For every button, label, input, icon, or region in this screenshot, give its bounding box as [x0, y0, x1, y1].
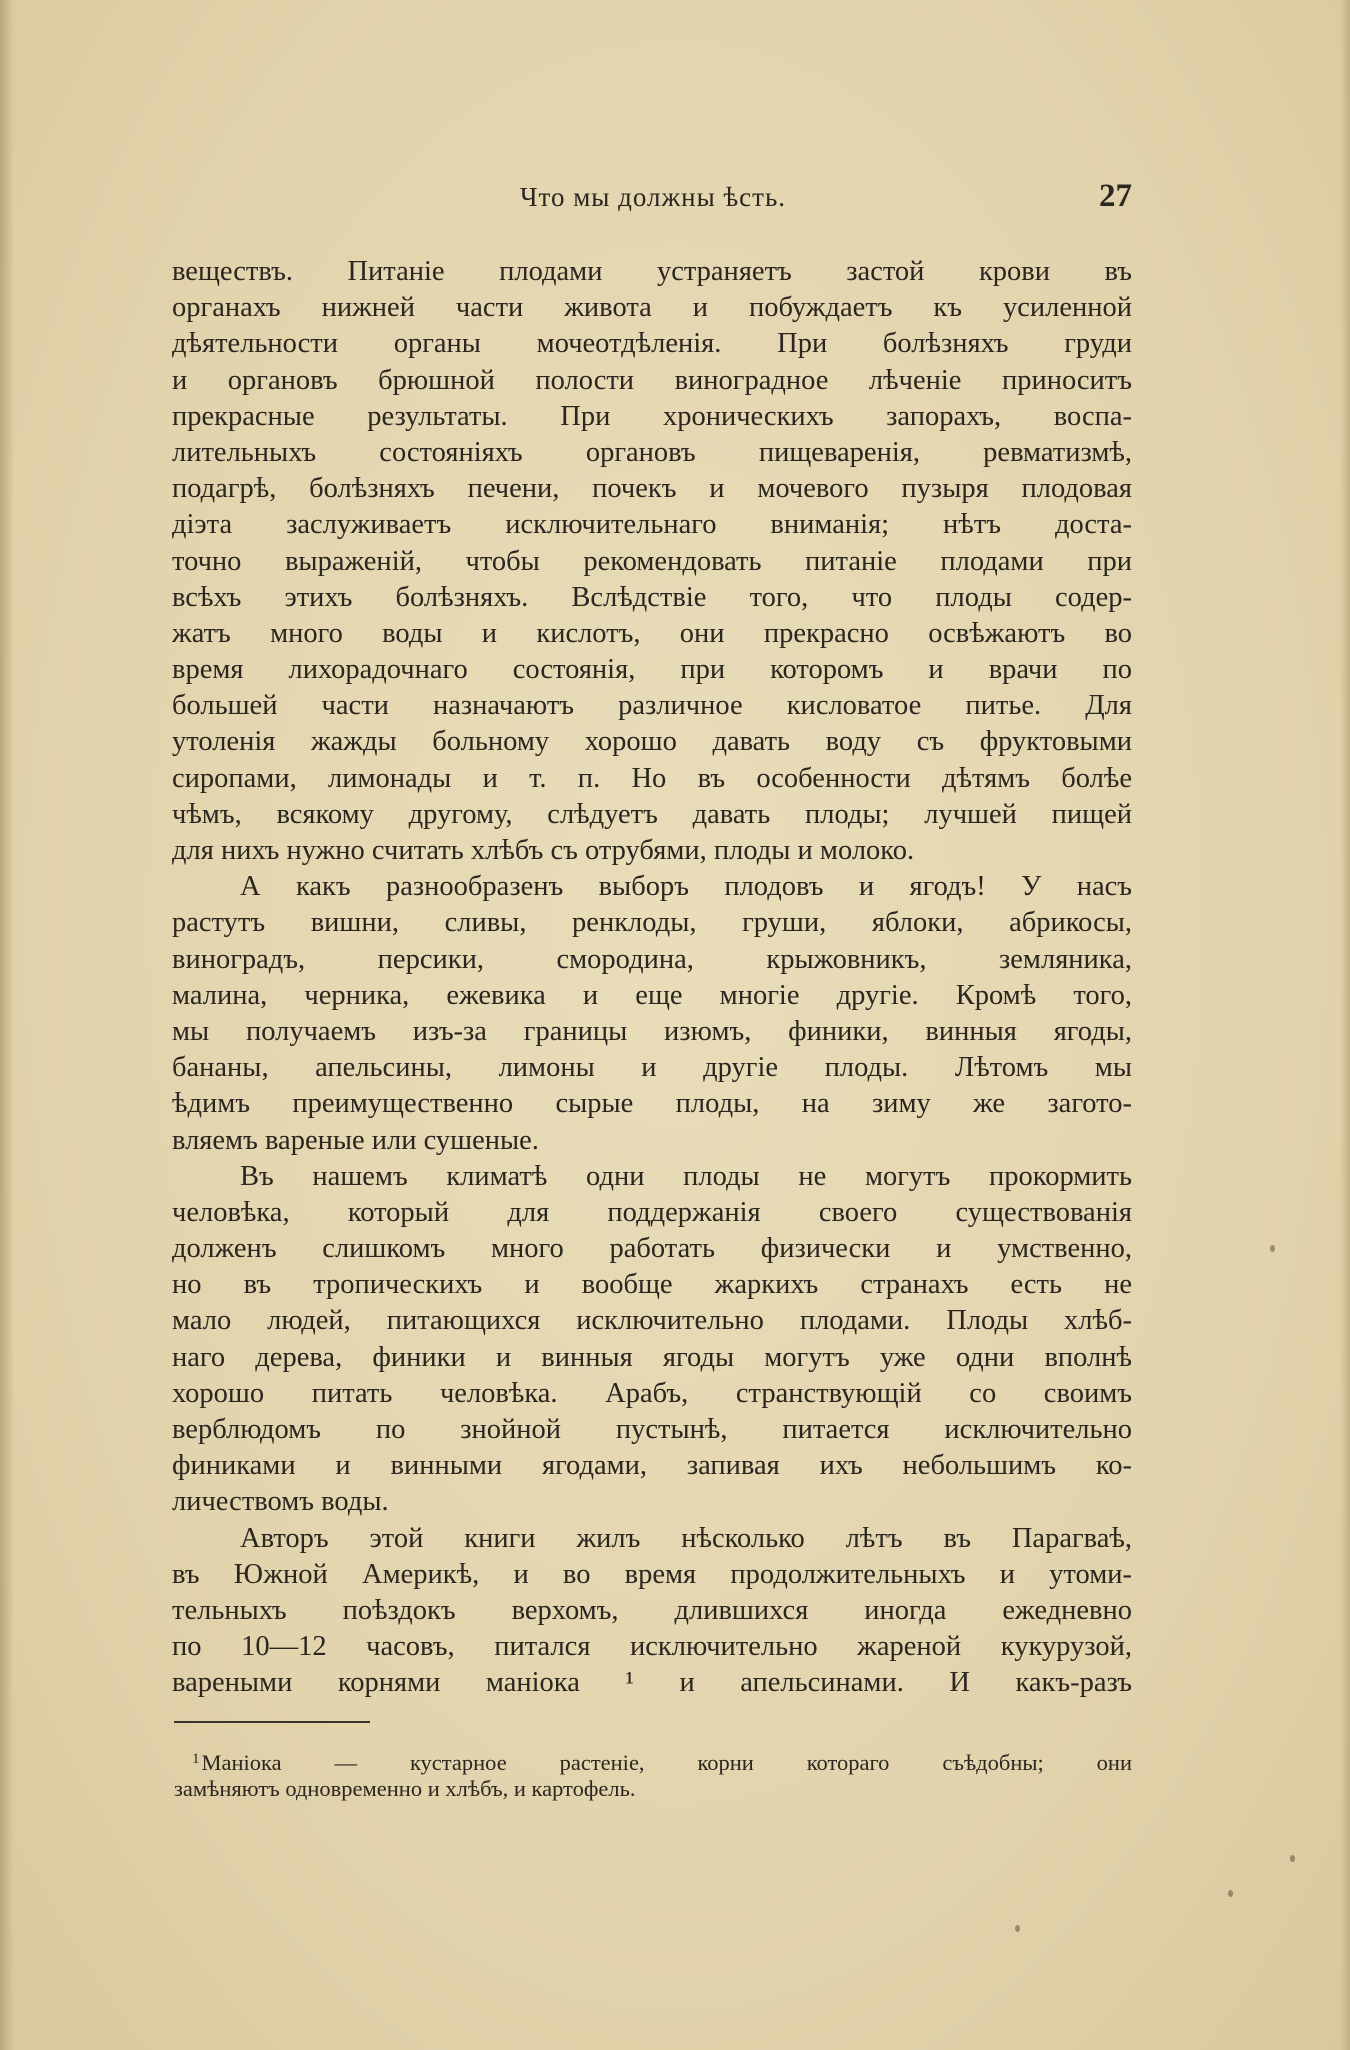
- text-line: но въ тропическихъ и вообще жаркихъ странахъ есть не: [172, 1269, 1132, 1301]
- text-line: всѣхъ этихъ болѣзняхъ. Вслѣдствіе того, что плоды содер-: [172, 581, 1132, 613]
- text-line: лительныхъ состояніяхъ органовъ пищеваренія, ревматизмѣ,: [172, 436, 1132, 468]
- page-number: 27: [1099, 178, 1132, 214]
- text-line: тельныхъ поѣздокъ верхомъ, длившихся иногда ежедневно: [172, 1594, 1132, 1626]
- text-line: бананы, апельсины, лимоны и другіе плоды. Лѣтомъ мы: [172, 1052, 1132, 1084]
- footnote-line: замѣняютъ одновременно и хлѣбъ, и картофель.: [174, 1776, 636, 1801]
- body-text: [172, 254, 1132, 1702]
- paper-speck: [1015, 1925, 1020, 1932]
- text-line: утоленія жажды больному хорошо давать воду съ фруктовыми: [172, 726, 1132, 758]
- text-line: человѣка, который для поддержанія своего существованія: [172, 1196, 1132, 1228]
- text-line: чѣмъ, всякому другому, слѣдуетъ давать плоды; лучшей пищей: [172, 798, 1132, 830]
- page-edge-shadow-right: [1340, 0, 1350, 2050]
- text-line: діэта заслуживаетъ исключительнаго вниманія; нѣтъ доста-: [172, 509, 1132, 541]
- paragraph-start-line: Авторъ этой книги жилъ нѣсколько лѣтъ въ Парагваѣ,: [240, 1522, 1132, 1554]
- footnote-mark: 1: [192, 1751, 200, 1767]
- text-line: сиропами, лимонады и т. п. Но въ особенности дѣтямъ болѣе: [172, 762, 1132, 794]
- text-line: веществъ. Питаніе плодами устраняетъ застой крови въ: [172, 256, 1132, 287]
- text-line: хорошо питать человѣка. Арабъ, странствующій со своимъ: [172, 1377, 1132, 1409]
- text-line: наго дерева, финики и винныя ягоды могутъ уже одни вполнѣ: [172, 1341, 1132, 1373]
- text-line: жатъ много воды и кислотъ, они прекрасно освѣжаютъ во: [172, 617, 1132, 649]
- text-line: вареными корнями маніока ¹ и апельсинами. И какъ-разъ: [172, 1667, 1132, 1699]
- text-line: органахъ нижней части живота и побуждаетъ къ усиленной: [172, 292, 1132, 324]
- text-line: финиками и винными ягодами, запивая ихъ небольшимъ ко-: [172, 1450, 1132, 1482]
- footnote-line: [174, 1744, 1132, 1774]
- text-line: по 10—12 часовъ, питался исключительно жареной кукурузой,: [172, 1631, 1132, 1663]
- paragraph-start-line: Въ нашемъ климатѣ одни плоды не могутъ прокормить: [240, 1160, 1132, 1192]
- text-line: въ Южной Америкѣ, и во время продолжительныхъ и утоми-: [172, 1558, 1132, 1590]
- paper-speck: [1270, 1245, 1275, 1252]
- text-line: растутъ вишни, сливы, ренклоды, груши, яблоки, абрикосы,: [172, 907, 1132, 939]
- paper-speck: [1290, 1855, 1295, 1862]
- text-line: долженъ слишкомъ много работать физически и умственно,: [172, 1233, 1132, 1265]
- text-line: большей части назначаютъ различное кисловатое питье. Для: [172, 690, 1132, 722]
- running-title: Что мы должны ѣсть.: [519, 182, 787, 212]
- text-line: личествомъ воды.: [172, 1486, 389, 1518]
- text-line: мы получаемъ изъ-за границы изюмъ, финики, винныя ягоды,: [172, 1015, 1132, 1047]
- text-line: подагрѣ, болѣзняхъ печени, почекъ и мочевого пузыря плодовая: [172, 473, 1132, 505]
- text-line: мало людей, питающихся исключительно плодами. Плоды хлѣб-: [172, 1305, 1132, 1337]
- paper-speck: [1228, 1890, 1233, 1897]
- text-line: для нихъ нужно считать хлѣбъ съ отрубями, плоды и молоко.: [172, 835, 915, 866]
- footnote-text: Маніока — кустарное растеніе, корни котораго съѣдобны; они: [201, 1750, 1132, 1775]
- page-edge-shadow-left: [0, 0, 14, 2050]
- text-line: вляемъ вареные или сушеные.: [172, 1124, 539, 1156]
- text-line: малина, черника, ежевика и еще многіе другіе. Кромѣ того,: [172, 979, 1132, 1011]
- text-line: виноградъ, персики, смородина, крыжовникъ, земляника,: [172, 943, 1132, 975]
- text-line: точно выраженій, чтобы рекомендовать питаніе плодами при: [172, 545, 1132, 577]
- footnote: [174, 1744, 1132, 1804]
- text-line: прекрасные результаты. При хроническихъ запорахъ, воспа-: [172, 400, 1132, 432]
- text-line: дѣятельности органы мочеотдѣленія. При болѣзняхъ груди: [172, 328, 1132, 360]
- text-line: время лихорадочнаго состоянія, при которомъ и врачи по: [172, 654, 1132, 686]
- text-line: и органовъ брюшной полости виноградное лѣченіе приноситъ: [172, 364, 1132, 396]
- paragraph-start-line: А какъ разнообразенъ выборъ плодовъ и ягодъ! У насъ: [240, 871, 1132, 903]
- running-header: [174, 178, 1132, 218]
- text-line: ѣдимъ преимущественно сырые плоды, на зиму же загото-: [172, 1088, 1132, 1120]
- footnote-divider: [174, 1721, 370, 1723]
- text-line: верблюдомъ по знойной пустынѣ, питается исключительно: [172, 1414, 1132, 1445]
